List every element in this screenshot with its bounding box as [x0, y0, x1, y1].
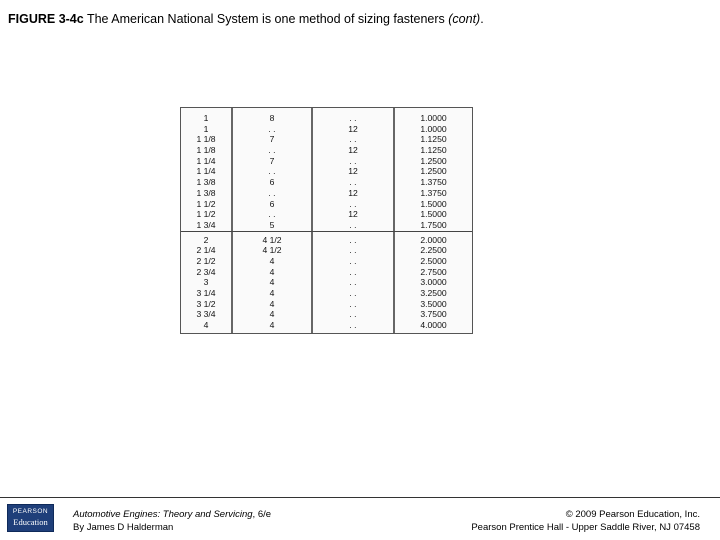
- table-cell: 1.3750: [420, 177, 447, 188]
- figure-caption: [8, 12, 712, 26]
- table-cell: 3 3/4: [196, 309, 216, 320]
- table-cell: 12: [348, 145, 358, 156]
- table-cell: 1: [203, 123, 209, 134]
- table-cell: 3 1/4: [196, 288, 216, 298]
- table-cell: 4: [269, 266, 275, 277]
- table-cell: . .: [349, 113, 357, 123]
- table-cell: 1.2500: [420, 155, 447, 166]
- table-cell: . .: [268, 209, 276, 220]
- table-cell: 1 1/2: [196, 209, 216, 220]
- table-cell: 4: [269, 298, 275, 309]
- table-cell: . .: [268, 123, 276, 134]
- table-cell: 1.2500: [420, 166, 447, 177]
- table-cell: 4: [203, 320, 209, 331]
- book-credit: [73, 508, 271, 534]
- table-cell: 1.5000: [420, 198, 447, 209]
- table-cell: 4 1/2: [262, 234, 282, 245]
- table-cell: 2 1/4: [196, 245, 216, 256]
- table-cell: 4: [269, 277, 275, 288]
- table-cell: 1 3/8: [196, 177, 216, 188]
- table-cell: . .: [349, 234, 357, 245]
- table-cell: 4.0000: [420, 320, 447, 331]
- book-title: Automotive Engines: Theory and Servicing: [73, 509, 253, 520]
- table-cell: 1 3/8: [196, 187, 216, 198]
- fastener-size-table: [180, 107, 473, 334]
- table-cell: 3: [203, 277, 209, 288]
- table-cell: . .: [349, 277, 357, 288]
- table-cell: 1 1/2: [196, 198, 216, 209]
- publisher: Pearson Prentice Hall - Upper Saddle River, NJ 07458: [471, 522, 700, 533]
- table-cell: . .: [349, 219, 357, 230]
- coarse-thread-column: [233, 113, 311, 331]
- table-cell: 7: [269, 134, 275, 145]
- table-cell: 1.0000: [420, 113, 447, 123]
- logo-bottom-text: Education: [13, 517, 48, 527]
- author: By James D Halderman: [73, 522, 174, 533]
- figure-label: FIGURE 3-4c: [8, 12, 84, 26]
- table-cell: 2 1/2: [196, 255, 216, 266]
- table-cell: . .: [349, 309, 357, 320]
- table-cell: 1.0000: [420, 123, 447, 134]
- table-cell: . .: [349, 134, 357, 145]
- table-cell: 4: [269, 288, 275, 298]
- caption-text: The American National System is one method of sizing fasteners: [86, 12, 445, 26]
- table-cell: 1 1/8: [196, 145, 216, 156]
- logo-top-text: PEARSON: [12, 508, 49, 515]
- table-cell: 2.2500: [420, 245, 447, 256]
- table-cell: . .: [349, 266, 357, 277]
- decimal-size-column: [395, 113, 472, 331]
- table-cell: . .: [268, 145, 276, 156]
- book-edition: , 6/e: [252, 509, 272, 520]
- table-cell: 3 1/2: [196, 298, 216, 309]
- table-cell: . .: [349, 245, 357, 256]
- table-cell: . .: [349, 155, 357, 166]
- table-cell: 6: [269, 177, 275, 188]
- table-cell: 1.1250: [420, 145, 447, 156]
- table-cell: . .: [349, 288, 357, 298]
- table-cell: . .: [349, 255, 357, 266]
- table-cell: 6: [269, 198, 275, 209]
- table-cell: 1 3/4: [196, 219, 216, 230]
- table-cell: 4 1/2: [262, 245, 282, 256]
- table-cell: 1.1250: [420, 134, 447, 145]
- table-cell: 12: [348, 123, 358, 134]
- caption-suffix: (cont): [448, 12, 481, 26]
- table-cell: 2.0000: [420, 234, 447, 245]
- table-cell: 3.5000: [420, 298, 447, 309]
- table-cell: 4: [269, 255, 275, 266]
- table-cell: . .: [349, 198, 357, 209]
- table-cell: 12: [348, 209, 358, 220]
- table-cell: 1 1/4: [196, 155, 216, 166]
- table-cell: 3.0000: [420, 277, 447, 288]
- footer-divider: [0, 497, 720, 498]
- table-cell: 4: [269, 320, 275, 331]
- table-cell: 2.7500: [420, 266, 447, 277]
- fine-thread-column: [313, 113, 393, 331]
- table-cell: 1.7500: [420, 219, 447, 230]
- table-cell: . .: [349, 177, 357, 188]
- table-cell: 2 3/4: [196, 266, 216, 277]
- table-cell: 1.3750: [420, 187, 447, 198]
- table-cell: 12: [348, 187, 358, 198]
- table-cell: 2.5000: [420, 255, 447, 266]
- table-cell: 12: [348, 166, 358, 177]
- copyright-block: [471, 508, 700, 534]
- table-cell: 1 1/8: [196, 134, 216, 145]
- table-cell: . .: [268, 166, 276, 177]
- pearson-education-logo: [7, 504, 54, 532]
- table-cell: 3.7500: [420, 309, 447, 320]
- table-cell: 2: [203, 234, 209, 245]
- table-cell: 3.2500: [420, 288, 447, 298]
- table-cell: 4: [269, 309, 275, 320]
- table-cell: 1 1/4: [196, 166, 216, 177]
- caption-end: .: [480, 12, 484, 26]
- table-cell: 1: [203, 113, 209, 123]
- size-column: [181, 113, 231, 331]
- table-cell: . .: [349, 298, 357, 309]
- table-cell: . .: [268, 187, 276, 198]
- table-cell: 5: [269, 219, 275, 230]
- table-cell: 7: [269, 155, 275, 166]
- table-cell: 1.5000: [420, 209, 447, 220]
- table-cell: . .: [349, 320, 357, 331]
- copyright: © 2009 Pearson Education, Inc.: [565, 509, 700, 520]
- table-cell: 8: [269, 113, 275, 123]
